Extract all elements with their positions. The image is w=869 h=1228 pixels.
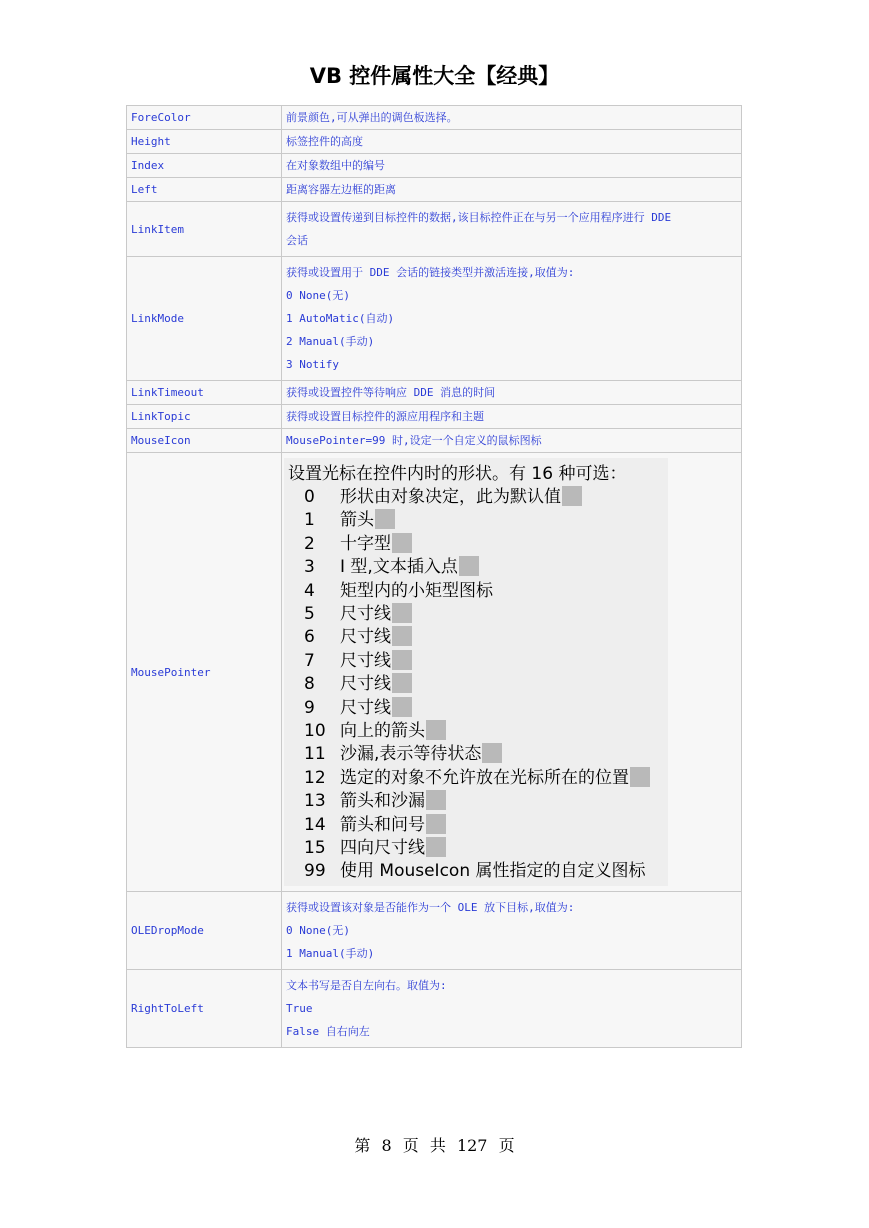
- property-name: MousePointer: [127, 453, 282, 892]
- description-line: 0 None(无): [286, 289, 350, 302]
- description-line: 前景颜色,可从弹出的调色板选择。: [286, 111, 458, 124]
- mousepointer-text: 尺寸线: [340, 604, 391, 624]
- mousepointer-item: [304, 697, 412, 720]
- mousepointer-item: [304, 509, 395, 532]
- mousepointer-text: 尺寸线: [340, 697, 391, 718]
- mousepointer-item: [304, 673, 412, 696]
- table-row: [127, 257, 742, 381]
- property-name: OLEDropMode: [127, 892, 282, 970]
- property-name: LinkItem: [127, 202, 282, 257]
- table-row: [127, 892, 742, 970]
- mousepointer-item: [304, 556, 479, 579]
- arrow-cursor-icon: [562, 486, 582, 506]
- description-line: 获得或设置目标控件的源应用程序和主题: [286, 410, 484, 423]
- description-line: 1 Manual(手动): [286, 947, 375, 960]
- mousepointer-item: [304, 720, 446, 743]
- property-name: LinkMode: [127, 257, 282, 381]
- mousepointer-number: 1: [304, 510, 315, 531]
- mousepointer-text: 四向尺寸线: [340, 838, 425, 858]
- table-row: [127, 106, 742, 130]
- mousepointer-number: 10: [304, 721, 326, 741]
- property-name: Height: [127, 130, 282, 154]
- mousepointer-item: [304, 603, 412, 626]
- mousepointer-number: 0: [304, 487, 315, 507]
- mousepointer-text: 尺寸线: [340, 627, 391, 648]
- arrow-hourglass-icon: [426, 790, 446, 810]
- property-description: [282, 892, 742, 970]
- no-drop-icon: [630, 767, 650, 787]
- description-line: 距离容器左边框的距离: [286, 183, 396, 196]
- mousepointer-text: 箭头: [340, 510, 374, 531]
- diagonal-nw-size-icon: [392, 673, 412, 693]
- mousepointer-text: 矩型内的小矩型图标: [340, 580, 493, 601]
- page-footer: 第 8 页 共 127 页: [354, 1136, 515, 1155]
- property-description: [282, 429, 742, 453]
- description-line: 获得或设置用于 DDE 会话的链接类型并激活连接,取值为:: [286, 266, 575, 279]
- description-line: MousePointer=99 时,设定一个自定义的鼠标图标: [286, 434, 542, 447]
- table-row: [127, 178, 742, 202]
- mousepointer-text: 尺寸线: [340, 650, 391, 671]
- description-line: 0 None(无): [286, 924, 350, 937]
- mousepointer-number: 7: [304, 650, 315, 671]
- table-row: [127, 429, 742, 453]
- property-description: [282, 178, 742, 202]
- property-table: [126, 105, 742, 1048]
- property-description: [282, 453, 742, 892]
- mousepointer-text: 使用 MouseIcon 属性指定的自定义图标: [340, 861, 646, 882]
- mousepointer-item: [304, 650, 412, 673]
- mousepointer-text: I 型,文本插入点: [340, 557, 458, 578]
- property-description: [282, 257, 742, 381]
- mousepointer-number: 15: [304, 838, 326, 858]
- mousepointer-number: 99: [304, 861, 326, 882]
- property-description: [282, 381, 742, 405]
- property-description: [282, 970, 742, 1048]
- table-row: [127, 970, 742, 1048]
- mousepointer-text: 沙漏,表示等待状态: [340, 744, 482, 765]
- property-description: [282, 405, 742, 429]
- ibeam-cursor-icon: [459, 556, 479, 576]
- property-description: [282, 106, 742, 130]
- table-row: [127, 453, 742, 892]
- mousepointer-text: 向上的箭头: [340, 721, 425, 741]
- mousepointer-text: 形状由对象决定，此为默认值: [340, 487, 561, 507]
- mousepointer-number: 11: [304, 744, 326, 765]
- description-line: 文本书写是否自左向右。取值为:: [286, 979, 447, 992]
- description-line: 1 AutoMatic(自动): [286, 312, 395, 325]
- mousepointer-number: 5: [304, 604, 315, 624]
- four-way-size-icon: [426, 837, 446, 857]
- description-line: True: [286, 1002, 313, 1015]
- mousepointer-number: 4: [304, 580, 315, 601]
- description-line: 标签控件的高度: [286, 135, 363, 148]
- mousepointer-number: 9: [304, 697, 315, 718]
- mousepointer-number: 2: [304, 533, 315, 554]
- property-description: [282, 154, 742, 178]
- mousepointer-text: 选定的对象不允许放在光标所在的位置: [340, 767, 629, 788]
- property-name: RightToLeft: [127, 970, 282, 1048]
- property-name: MouseIcon: [127, 429, 282, 453]
- mousepointer-item: [304, 790, 446, 813]
- diagonal-ne-size-icon: [392, 626, 412, 646]
- mousepointer-number: 6: [304, 627, 315, 648]
- horizontal-size-icon: [392, 697, 412, 717]
- mousepointer-number: 14: [304, 814, 326, 835]
- table-row: [127, 202, 742, 257]
- mousepointer-number: 3: [304, 557, 315, 578]
- property-name: LinkTopic: [127, 405, 282, 429]
- description-line: 3 Notify: [286, 358, 339, 371]
- table-row: [127, 381, 742, 405]
- description-line: 获得或设置该对象是否能作为一个 OLE 放下目标,取值为:: [286, 901, 575, 914]
- property-name: ForeColor: [127, 106, 282, 130]
- property-name: Index: [127, 154, 282, 178]
- description-line: 获得或设置控件等待响应 DDE 消息的时间: [286, 386, 496, 399]
- mousepointer-item: [304, 743, 502, 766]
- mousepointer-item: [304, 626, 412, 649]
- mousepointer-figure: [284, 458, 668, 886]
- property-name: LinkTimeout: [127, 381, 282, 405]
- description-line: 获得或设置传递到目标控件的数据,该目标控件正在与另一个应用程序进行 DDE: [286, 211, 672, 224]
- page-title: VB 控件属性大全【经典】: [309, 64, 560, 88]
- mousepointer-item: [304, 860, 646, 883]
- table-row: [127, 154, 742, 178]
- property-name: Left: [127, 178, 282, 202]
- mousepointer-number: 13: [304, 791, 326, 812]
- arrow-cursor-icon: [375, 509, 395, 529]
- mousepointer-item: [304, 837, 446, 860]
- mousepointer-item: [304, 767, 650, 790]
- mousepointer-number: 8: [304, 674, 315, 695]
- mousepointer-item: [304, 814, 446, 837]
- up-arrow-icon: [426, 720, 446, 740]
- table-row: [127, 405, 742, 429]
- mousepointer-text: 箭头和问号: [340, 814, 425, 835]
- four-way-size-icon: [392, 603, 412, 623]
- description-line: 2 Manual(手动): [286, 335, 375, 348]
- mousepointer-text: 十字型: [340, 533, 391, 554]
- mousepointer-item: [304, 486, 582, 509]
- table-row: [127, 130, 742, 154]
- property-description: [282, 130, 742, 154]
- description-line: False 自右向左: [286, 1025, 370, 1038]
- mousepointer-text: 尺寸线: [340, 674, 391, 695]
- description-line: 在对象数组中的编号: [286, 159, 385, 172]
- arrow-question-icon: [426, 814, 446, 834]
- property-description: [282, 202, 742, 257]
- mousepointer-text: 箭头和沙漏: [340, 791, 425, 812]
- vertical-size-icon: [392, 650, 412, 670]
- description-line: 会话: [286, 234, 308, 247]
- mousepointer-item: [304, 533, 412, 556]
- cross-cursor-icon: [392, 533, 412, 553]
- mousepointer-intro: 设置光标在控件内时的形状。有 16 种可选：: [288, 464, 627, 484]
- hourglass-icon: [482, 743, 502, 763]
- mousepointer-item: [304, 580, 493, 603]
- mousepointer-number: 12: [304, 767, 326, 788]
